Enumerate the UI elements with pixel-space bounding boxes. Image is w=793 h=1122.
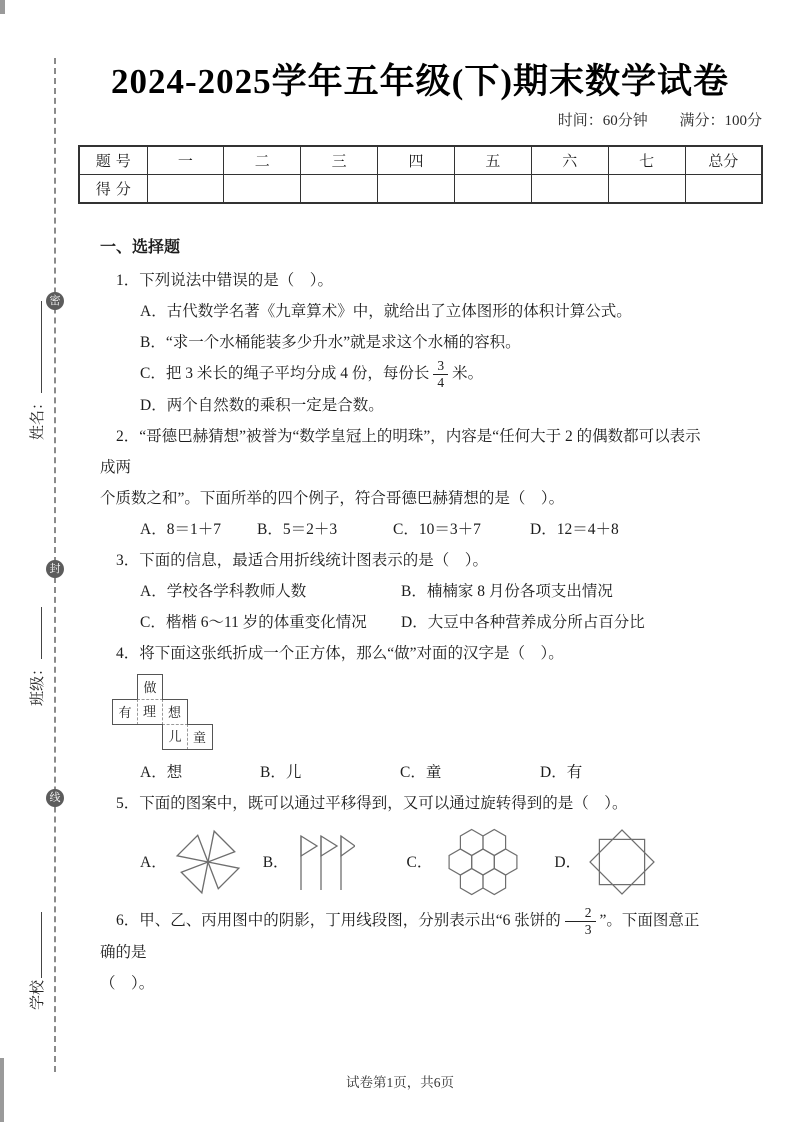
q4-option-b: B．儿 — [260, 764, 302, 782]
score-table-col: 二 — [224, 146, 301, 175]
q1-option-c-unit: 米。 — [452, 365, 484, 382]
score-cell-empty — [224, 175, 301, 204]
q1-stem: 1．下列说法中错误的是（ ）。 — [116, 272, 334, 289]
q1-option-c-text: C．把 3 米长的绳子平均分成 4 份，每份长 — [140, 365, 430, 382]
q6-stem-text: 6．甲、乙、丙用图中的阴影，丁用线段图，分别表示出“6 张饼的 — [116, 912, 561, 930]
school-field-label: 学校 — [30, 979, 46, 1010]
q2-option-c: C．10＝3＋7 — [393, 521, 481, 539]
name-field-label: 姓名： — [30, 394, 46, 440]
seal-mark-feng: 封 — [46, 560, 64, 578]
cube-net-figure — [112, 674, 218, 752]
page-number: 试卷第1页，共6页 — [346, 1075, 454, 1090]
school-blank-line — [37, 912, 42, 978]
page-title: 2024-2025学年五年级(下)期末数学试卷 — [111, 62, 729, 101]
score-table-header-row — [79, 146, 762, 175]
score-cell-empty — [147, 175, 224, 204]
q5-option-a — [140, 825, 245, 899]
q5-option-a-label: A． — [140, 853, 167, 871]
q5-option-c — [407, 820, 531, 904]
score-table-col: 六 — [531, 146, 608, 175]
q5-option-b-label: B． — [262, 853, 289, 871]
class-blank-line — [37, 607, 42, 659]
q4-options-row — [100, 757, 706, 788]
score-table-col: 七 — [608, 146, 685, 175]
score-table-col: 一 — [147, 146, 224, 175]
q3-option-c: C．楷楷 6～11 岁的体重变化情况 — [140, 614, 367, 632]
name-blank-line — [37, 301, 42, 393]
honeycomb-figure — [436, 820, 530, 904]
score-cell-empty — [685, 175, 762, 204]
score-table-head: 题号 — [79, 146, 147, 175]
school-field — [28, 912, 48, 1010]
q2-option-b: B．5＝2＋3 — [257, 521, 338, 539]
q1-option-d: D．两个自然数的乘积一定是合数。 — [140, 397, 384, 415]
q5-option-c-label: C． — [406, 853, 433, 871]
exam-body — [100, 232, 706, 999]
score-row-head: 得分 — [79, 175, 147, 204]
class-field — [28, 607, 48, 706]
q5-figures-row — [100, 819, 706, 905]
net-cell: 童 — [187, 724, 213, 750]
fraction-two-thirds: $\frac{2}{3}$ — [565, 906, 596, 937]
q3-option-d: D．大豆中各种营养成分所占百分比 — [401, 614, 645, 632]
q6-stem-tail: ”。下面图意正确的是 — [100, 912, 700, 962]
q3-options-row1 — [100, 576, 706, 607]
q4-stem: 4．将下面这张纸折成一个正方体，那么“做”对面的汉字是（ ）。 — [116, 645, 564, 663]
q3-stem: 3．下面的信息，最适合用折线统计图表示的是（ ）。 — [116, 552, 489, 570]
net-cell: 有 — [112, 699, 138, 725]
score-table-col: 三 — [301, 146, 378, 175]
q1-option-a: A．古代数学名著《九章算术》中，就给出了立体图形的体积计算公式。 — [140, 303, 632, 320]
seal-mark-xian: 线 — [46, 789, 64, 807]
q1-option-b: B．“求一个水桶能装多少升水”就是求这个水桶的容积。 — [140, 334, 521, 351]
scan-edge-artifact — [0, 0, 5, 14]
q3-options-row2 — [100, 607, 706, 638]
q5-option-b — [263, 830, 355, 894]
q4-option-a: A．想 — [140, 764, 183, 782]
star-squares-figure — [585, 825, 659, 899]
q6-stem-line2: （ ）。 — [100, 975, 155, 993]
net-cell: 理 — [137, 699, 163, 725]
flags-figure — [293, 830, 355, 894]
q5-stem: 5．下面的图案中，既可以通过平移得到，又可以通过旋转得到的是（ ）。 — [116, 795, 628, 813]
net-cell: 做 — [137, 674, 163, 700]
pinwheel-figure — [171, 825, 245, 899]
fraction-three-fourths: $\frac{3}{4}$ — [433, 359, 448, 390]
q2-stem-line1: 2．“哥德巴赫猜想”被誉为“数学皇冠上的明珠”，内容是“任何大于 2 的偶数都可以表示成两 — [100, 428, 701, 477]
score-table-col: 五 — [455, 146, 532, 175]
q5-option-d — [554, 825, 659, 899]
section-title: 一、选择题 — [100, 239, 181, 256]
score-table-score-row — [79, 175, 762, 204]
seal-mark-mi: 密 — [46, 292, 64, 310]
exam-meta — [70, 109, 762, 130]
scan-edge-artifact — [0, 1058, 4, 1122]
q3-option-a: A．学校各学科教师人数 — [140, 583, 307, 601]
q2-options-row — [100, 514, 706, 545]
q1-option-c — [100, 358, 706, 390]
score-table — [78, 145, 763, 204]
q3-option-b: B．楠楠家 8 月份各项支出情况 — [401, 583, 613, 601]
exam-full-score: 满分：100分 — [679, 113, 762, 129]
q6-stem-line1 — [100, 905, 706, 968]
q2-stem-line2: 个质数之和”。下面所举的四个例子，符合哥德巴赫猜想的是（ ）。 — [100, 490, 565, 508]
net-cell: 想 — [162, 699, 188, 725]
score-table-col: 总分 — [685, 146, 762, 175]
class-field-label: 班级： — [30, 660, 46, 706]
score-cell-empty — [531, 175, 608, 204]
score-cell-empty — [301, 175, 378, 204]
q4-option-d: D．有 — [540, 764, 583, 782]
score-cell-empty — [608, 175, 685, 204]
exam-time: 时间：60分钟 — [557, 113, 648, 129]
q4-option-c: C．童 — [400, 764, 442, 782]
name-field — [28, 301, 48, 440]
q2-option-a: A．8＝1＋7 — [140, 521, 221, 539]
q5-option-d-label: D． — [554, 853, 582, 871]
score-table-col: 四 — [378, 146, 455, 175]
q2-option-d: D．12＝4＋8 — [530, 521, 619, 539]
net-cell: 儿 — [162, 724, 188, 750]
score-cell-empty — [378, 175, 455, 204]
score-cell-empty — [455, 175, 532, 204]
